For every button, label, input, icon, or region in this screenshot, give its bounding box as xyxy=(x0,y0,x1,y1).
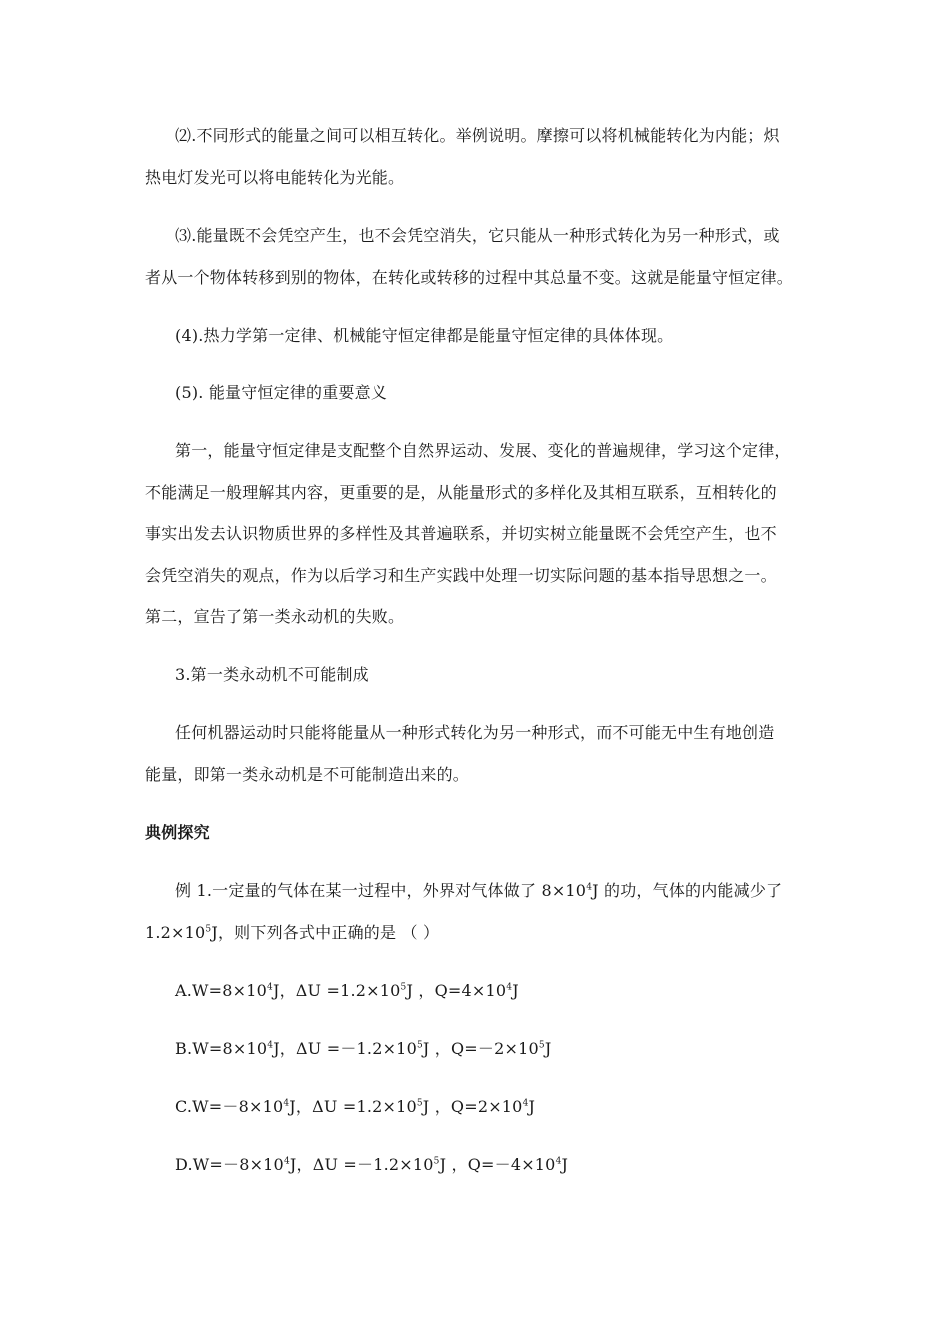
paragraph-3-line-1: ⑶.能量既不会凭空产生，也不会凭空消失，它只能从一种形式转化为另一种形式，或 xyxy=(175,226,780,245)
option-a: $A.W=8\times 10^4J$，$\Delta U =1.2\times 10^5J$ ，$Q=4\times 10^4J$ xyxy=(175,981,519,1000)
example-1-stem-line-2: $1.2\times 10^5J$，则下列各式中正确的是 （ ） xyxy=(145,923,440,942)
option-c: $C.W=-8\times 10^4J$，$\Delta U =1.2\times 10^5J$ ，$Q=2\times 10^4J$ xyxy=(175,1097,536,1116)
significance-line-5: 第二，宣告了第一类永动机的失败。 xyxy=(145,607,405,626)
significance-line-1: 第一，能量守恒定律是支配整个自然界运动、发展、变化的普遍规律，学习这个定律， xyxy=(175,441,791,460)
paragraph-2-line-2: 热电灯发光可以将电能转化为光能。 xyxy=(145,168,405,187)
section-3-line-1: 任何机器运动时只能将能量从一种形式转化为另一种形式，而不可能无中生有地创造 xyxy=(175,723,775,742)
significance-line-2: 不能满足一般理解其内容，更重要的是，从能量形式的多样化及其相互联系，互相转化的 xyxy=(145,483,777,502)
significance-line-4: 会凭空消失的观点，作为以后学习和生产实践中处理一切实际问题的基本指导思想之一。 xyxy=(145,566,777,585)
significance-line-3: 事实出发去认识物质世界的多样性及其普遍联系，并切实树立能量既不会凭空产生，也不 xyxy=(145,524,777,543)
section-3-line-2: 能量，即第一类永动机是不可能制造出来的。 xyxy=(145,765,470,784)
paragraph-3-line-2: 者从一个物体转移到别的物体，在转化或转移的过程中其总量不变。这就是能量守恒定律。 xyxy=(145,268,794,287)
paragraph-5-title: (5). 能量守恒定律的重要意义 xyxy=(175,383,388,402)
example-1-stem-line-1: 例 1.一定量的气体在某一过程中，外界对气体做了 $8\times 10^4J$ 的功，气体的内能减少了 xyxy=(175,881,783,900)
section-heading: 典例探究 xyxy=(145,823,210,842)
option-d: $D.W=-8\times 10^4J$，$\Delta U =-1.2\times 10^5J$ ，$Q=-4\times 10^4J$ xyxy=(175,1155,569,1174)
option-b: $B.W=8\times 10^4J$，$\Delta U =-1.2\times 10^5J$ ，$Q=-2\times 10^5J$ xyxy=(175,1039,552,1058)
paragraph-4: (4).热力学第一定律、机械能守恒定律都是能量守恒定律的具体体现。 xyxy=(175,326,674,345)
paragraph-2-line-1: ⑵.不同形式的能量之间可以相互转化。举例说明。摩擦可以将机械能转化为内能；炽 xyxy=(175,126,780,145)
section-3-title: 3.第一类永动机不可能制成 xyxy=(175,665,369,684)
